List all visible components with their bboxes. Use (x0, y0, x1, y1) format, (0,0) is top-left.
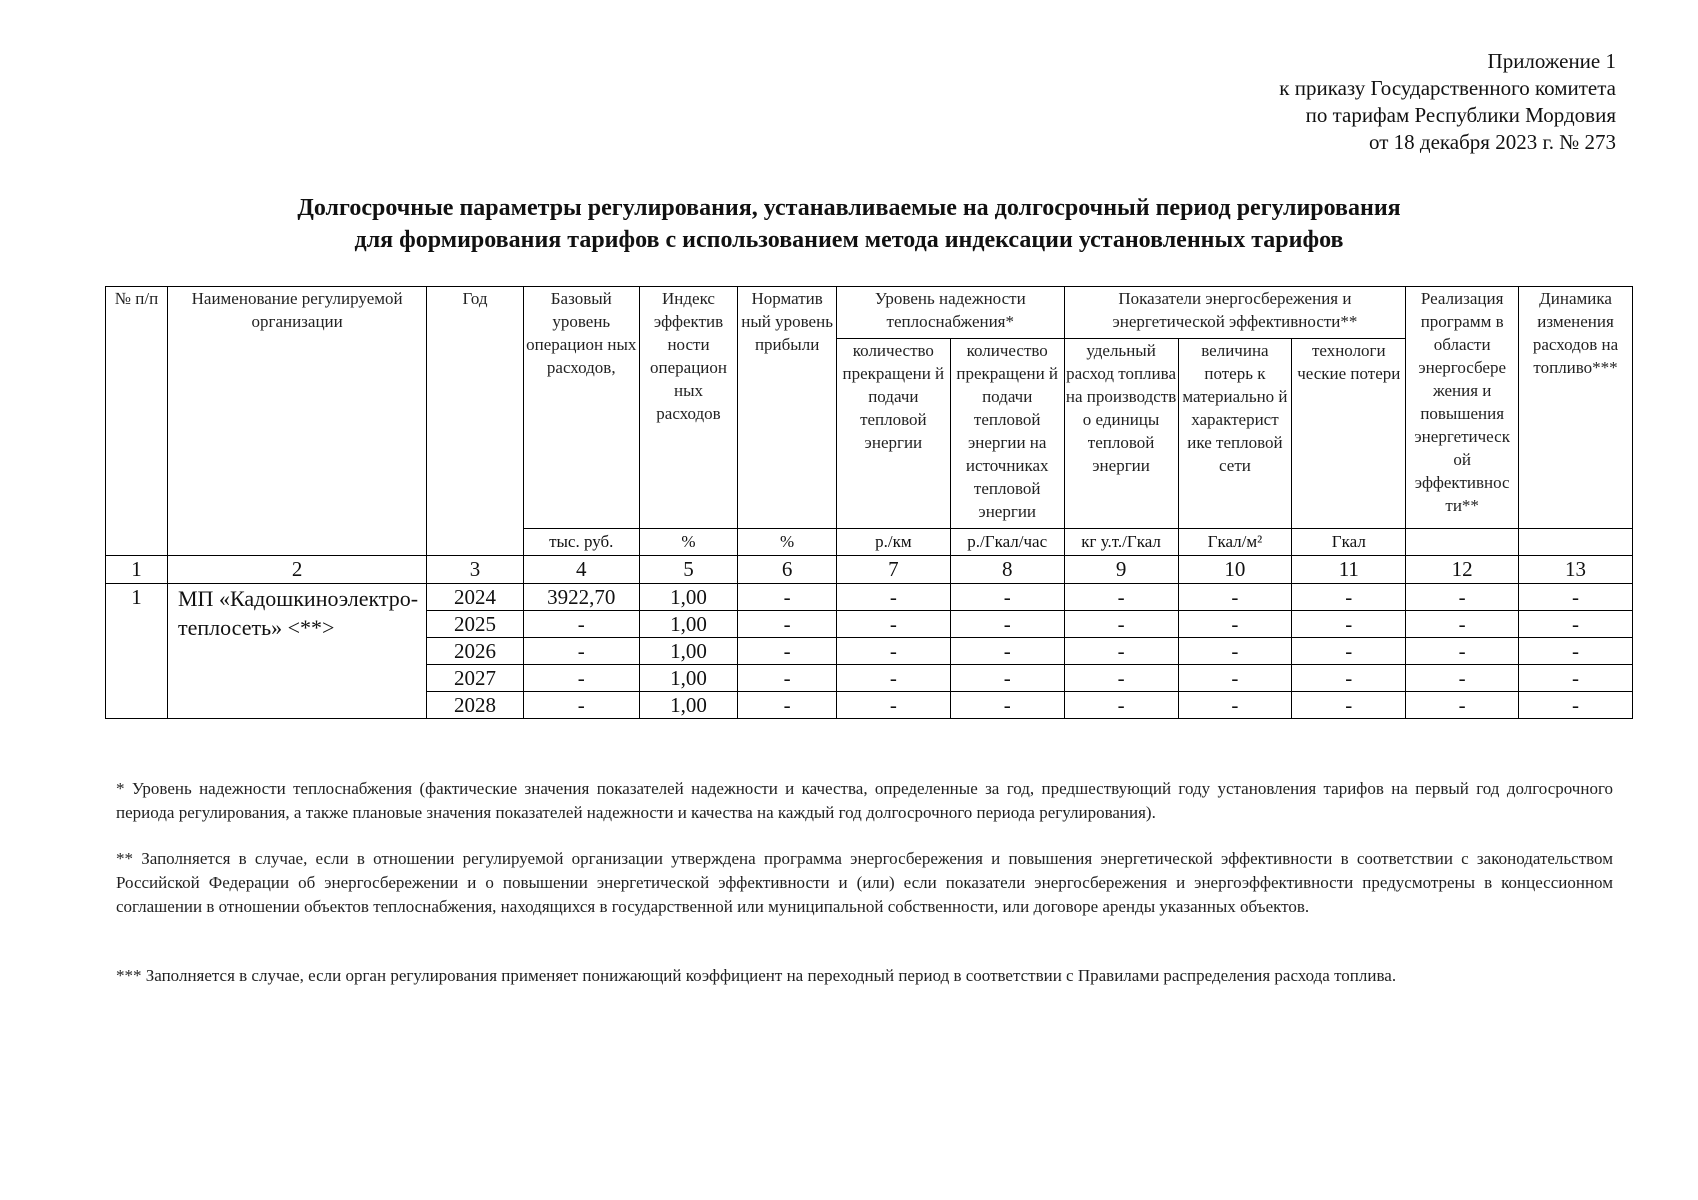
appendix-line-3: по тарифам Республики Мордовия (1305, 103, 1616, 127)
unit-interruptions: р./км (836, 529, 950, 556)
org-number: 1 (106, 584, 168, 719)
table-cell: - (523, 638, 639, 665)
table-cell: - (1064, 584, 1178, 611)
table-cell: - (1178, 584, 1292, 611)
header-base-opex: Базовый уровень операцион ных расходов, (523, 287, 639, 529)
appendix-line-2: к приказу Государственного комитета (1279, 76, 1616, 100)
table-cell: - (950, 638, 1064, 665)
title-line-2: для формирования тарифов с использованием метода индексации установленных тарифов (354, 227, 1344, 253)
year-cell: 2028 (427, 692, 524, 719)
table-cell: - (950, 611, 1064, 638)
header-interruptions: количество прекращени й подачи тепловой энергии (836, 339, 950, 529)
footnote-energy-programs: ** Заполняется в случае, если в отношении регулируемой организации утверждена программа энергосбережения и повышения энергетической эффективности в соответствии с законодательством Российской Федерации об энергосбережении и о повышении энергетической эффективности и (или) если показатели энергосбережения и энергоэффективности предусмотрены в концессионном соглашении в отношении объектов теплоснабжения, находящихся в государственной или муниципальной собственности, или договоре аренды указанных объектов. (116, 849, 1613, 916)
header-org: Наименование регулируемой организации (168, 287, 427, 556)
table-cell: - (738, 692, 837, 719)
column-number: 1 (106, 556, 168, 584)
table-cell: 1,00 (639, 638, 738, 665)
table-cell: 3922,70 (523, 584, 639, 611)
table-cell: - (1292, 584, 1406, 611)
table-cell: - (1292, 611, 1406, 638)
table-cell: - (1406, 584, 1519, 611)
header-year: Год (427, 287, 524, 556)
unit-technological-losses: Гкал (1292, 529, 1406, 556)
table-cell: - (1178, 611, 1292, 638)
table-cell: - (1064, 638, 1178, 665)
table-cell: - (1406, 611, 1519, 638)
table-cell: - (950, 692, 1064, 719)
unit-programs (1406, 529, 1519, 556)
header-network-losses: величина потерь к материально й характерист ике тепловой сети (1178, 339, 1292, 529)
unit-network-losses: Гкал/м² (1178, 529, 1292, 556)
table-cell: 1,00 (639, 611, 738, 638)
footnote-reliability: * Уровень надежности теплоснабжения (фактические значения показателей надежности и качества, определенные за год, предшествующий году установления тарифов на первый год долгосрочного периода регулирования, а также плановые значения показателей надежности и качества на каждый год долгосрочного периода регулирования). (116, 779, 1613, 822)
table-cell: 1,00 (639, 584, 738, 611)
column-number: 2 (168, 556, 427, 584)
year-cell: 2026 (427, 638, 524, 665)
table-cell: - (738, 584, 837, 611)
appendix-line-4: от 18 декабря 2023 г. № 273 (1369, 130, 1616, 154)
year-cell: 2027 (427, 665, 524, 692)
column-number: 9 (1064, 556, 1178, 584)
appendix-line-1: Приложение 1 (1487, 49, 1616, 73)
header-programs: Реализация программ в области энергосбере жения и повышения энергетическ ой эффективнос ти** (1406, 287, 1519, 529)
table-cell: - (1519, 584, 1633, 611)
unit-interruptions-sources: р./Гкал/час (950, 529, 1064, 556)
column-number: 7 (836, 556, 950, 584)
table-cell: 1,00 (639, 692, 738, 719)
table-cell: - (1178, 692, 1292, 719)
table-cell: 1,00 (639, 665, 738, 692)
table-cell: - (950, 584, 1064, 611)
table-cell: - (1064, 692, 1178, 719)
column-number: 12 (1406, 556, 1519, 584)
appendix-header (1279, 48, 1616, 156)
org-name: МП «Кадошкиноэлектро-теплосеть» <**> (168, 584, 427, 719)
footnote-fuel: *** Заполняется в случае, если орган регулирования применяет понижающий коэффициент на переходный период в соответствии с Правилами распределения расхода топлива. (116, 966, 1397, 985)
title-line-1: Долгосрочные параметры регулирования, устанавливаемые на долгосрочный период регулирования (297, 195, 1401, 221)
table-cell: - (1519, 692, 1633, 719)
unit-profit: % (738, 529, 837, 556)
table-cell: - (738, 665, 837, 692)
table-cell: - (1292, 638, 1406, 665)
year-cell: 2024 (427, 584, 524, 611)
table-cell: - (523, 665, 639, 692)
column-number: 10 (1178, 556, 1292, 584)
unit-base: тыс. руб. (523, 529, 639, 556)
column-number: 5 (639, 556, 738, 584)
header-interruptions-sources: количество прекращени й подачи тепловой энергии на источниках тепловой энергии (950, 339, 1064, 529)
table-cell: - (1519, 611, 1633, 638)
header-num: № п/п (106, 287, 168, 556)
column-number: 4 (523, 556, 639, 584)
table-row (106, 584, 1633, 611)
table-cell: - (1292, 692, 1406, 719)
table-cell: - (836, 692, 950, 719)
header-energy-efficiency: Показатели энергосбережения и энергетической эффективности** (1064, 287, 1406, 339)
table-cell: - (836, 665, 950, 692)
column-number: 11 (1292, 556, 1406, 584)
table-cell: - (1178, 665, 1292, 692)
table-cell: - (1178, 638, 1292, 665)
table-cell: - (836, 611, 950, 638)
table-cell: - (1064, 611, 1178, 638)
table-cell: - (1064, 665, 1178, 692)
table-cell: - (1519, 638, 1633, 665)
unit-fuel (1519, 529, 1633, 556)
table-cell: - (1292, 665, 1406, 692)
table-cell: - (523, 692, 639, 719)
table-cell: - (1519, 665, 1633, 692)
table-cell: - (523, 611, 639, 638)
header-reliability: Уровень надежности теплоснабжения* (836, 287, 1064, 339)
table-cell: - (1406, 665, 1519, 692)
year-cell: 2025 (427, 611, 524, 638)
table-cell: - (836, 584, 950, 611)
unit-specific-fuel: кг у.т./Гкал (1064, 529, 1178, 556)
header-fuel-dynamics: Динамика изменения расходов на топливо*** (1519, 287, 1633, 529)
table-cell: - (1406, 692, 1519, 719)
table-cell: - (738, 611, 837, 638)
table-cell: - (836, 638, 950, 665)
document-title (0, 192, 1698, 256)
unit-index: % (639, 529, 738, 556)
header-efficiency-index: Индекс эффектив ности операцион ных расходов (639, 287, 738, 529)
parameters-table (105, 286, 1633, 719)
header-specific-fuel: удельный расход топлива на производств о единицы тепловой энергии (1064, 339, 1178, 529)
column-number: 6 (738, 556, 837, 584)
table-cell: - (950, 665, 1064, 692)
column-number: 8 (950, 556, 1064, 584)
table-cell: - (1406, 638, 1519, 665)
column-number: 13 (1519, 556, 1633, 584)
header-technological-losses: технологи ческие потери (1292, 339, 1406, 529)
header-profit-level: Норматив ный уровень прибыли (738, 287, 837, 529)
table-cell: - (738, 638, 837, 665)
column-number: 3 (427, 556, 524, 584)
